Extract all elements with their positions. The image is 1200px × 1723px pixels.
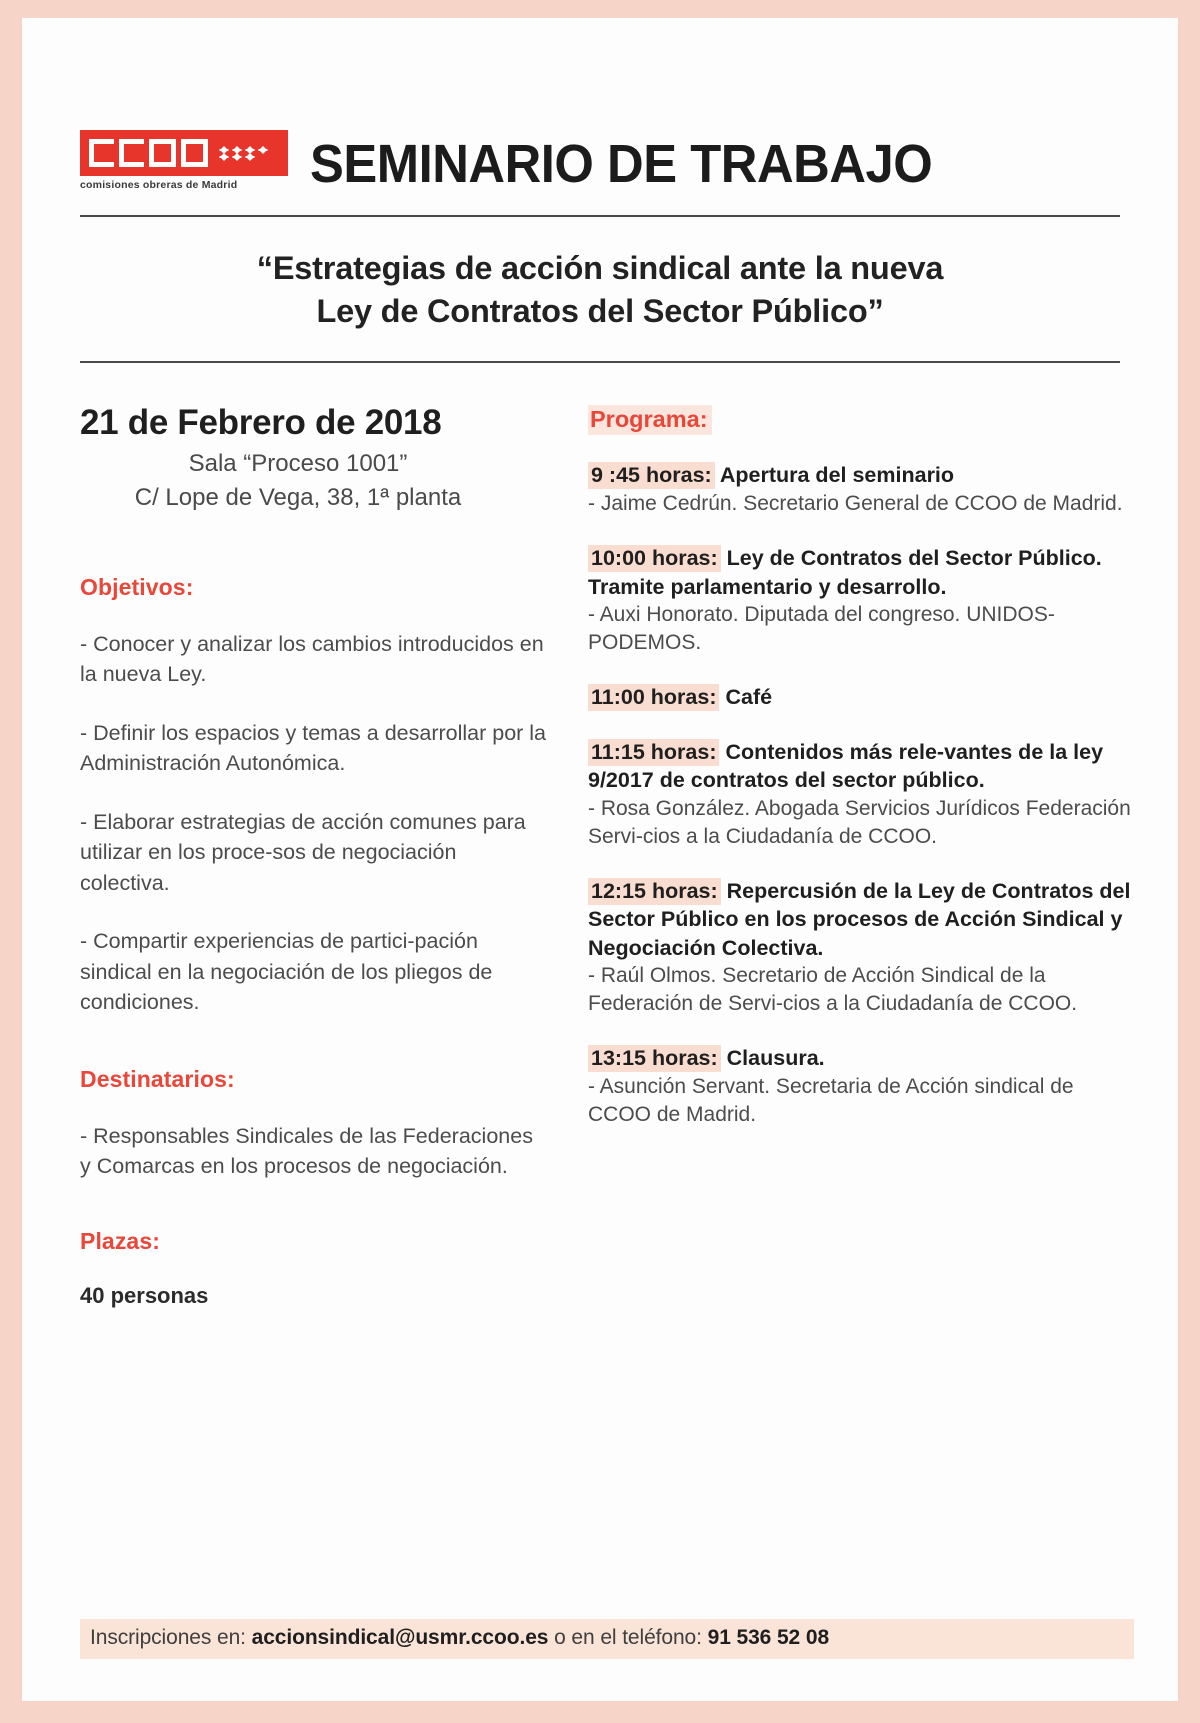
footer-prefix: Inscripciones en: [90,1626,252,1649]
page-title: SEMINARIO DE TRABAJO [310,134,933,194]
programa-item-speaker: - Raúl Olmos. Secretario de Acción Sindical de la Federación de Servi-cios a la Ciudadanía de CCOO. [588,964,1078,1016]
objetivo-item: - Conocer y analizar los cambios introducidos en la nueva Ley. [80,631,544,687]
madrid-stars-icon [219,146,268,160]
programa-item-time: 10:00 horas: [588,545,721,572]
programa-item-description: Café [719,684,773,709]
programa-item-speaker: - Auxi Honorato. Diputada del congreso. UNIDOS-PODEMOS. [588,603,1055,655]
event-address: C/ Lope de Vega, 38, 1ª planta [134,483,462,511]
ccoo-logo-mark [80,130,288,176]
programa-item-time: 9 :45 horas: [588,462,715,489]
ccoo-logo [80,130,288,193]
poster-sheet [22,18,1178,1701]
programa-item [588,461,1134,518]
programa-item [588,877,1134,1019]
programa-item-speaker: - Rosa González. Abogada Servicios Jurídicos Federación Servi-cios a la Ciudadanía de CCOO. [588,796,1131,848]
subtitle-line-1: “Estrategias de acción sindical ante la nueva [256,250,944,286]
programa-item [588,544,1134,657]
programa-item [588,1044,1134,1128]
objetivo-item: - Elaborar estrategias de acción comunes para utilizar en los proce-sos de negociación colectiva. [80,809,526,895]
programa-item [588,683,1134,712]
event-room: Sala “Proceso 1001” [188,450,408,478]
programa-item-main [588,1044,1134,1073]
plazas-heading: Plazas: [80,1227,160,1254]
programa-item-main [588,461,1134,490]
registration-text [90,1626,1124,1650]
programa-item-description: Apertura del seminario [714,463,955,488]
header [22,18,1178,193]
seminar-subtitle [22,217,1178,333]
programa-item-time: 12:15 horas: [588,878,721,905]
programa-item-description: Ley de Contratos del Sector Público. Tramite parlamentario y desarrollo. [588,545,1102,599]
objetivo-item: - Definir los espacios y temas a desarrollar por la Administración Autonómica. [80,720,547,776]
right-column [588,403,1134,1308]
plazas-value: 40 personas [80,1282,209,1308]
content-columns [22,363,1178,1308]
programa-item-main [588,683,1134,712]
registration-phone: 91 536 52 08 [707,1626,830,1649]
programa-heading-wrap [588,405,1134,435]
destinatarios-text: - Responsables Sindicales de las Federaciones y Comarcas en los procesos de negociación. [80,1123,533,1179]
logo-letter-c1 [89,139,114,167]
subtitle-line-2: Ley de Contratos del Sector Público” [316,293,884,330]
ccoo-logo-letters [89,139,208,167]
programa-item-speaker: - Jaime Cedrún. Secretario General de CCOO de Madrid. [588,492,1123,516]
logo-letter-o2 [181,139,208,167]
registration-footer [80,1619,1134,1659]
destinatarios-heading: Destinatarios: [80,1065,235,1092]
event-venue [80,447,548,513]
programa-item-main [588,877,1134,963]
logo-letter-c2 [119,139,144,167]
programa-item-description: Repercusión de la Ley de Contratos del Sector Público en los procesos de Acción Sindical y Negociación Colectiva. [588,878,1131,960]
programa-item-description: Contenidos más rele-vantes de la ley 9/2017 de contratos del sector público. [588,739,1104,793]
programa-item-main [588,544,1134,601]
footer-middle: o en el teléfono: [548,1626,708,1649]
programa-item [588,738,1134,851]
programa-item-time: 11:15 horas: [588,739,719,766]
programa-item-description: Clausura. [720,1046,825,1071]
objetivos-heading: Objetivos: [80,573,194,600]
logo-letter-o1 [149,139,176,167]
programa-item-time: 11:00 horas: [588,684,719,711]
objetivo-item: - Compartir experiencias de partici-pación sindical en la negociación de los pliegos de condiciones. [80,929,493,1015]
left-column [80,403,548,1308]
registration-email[interactable]: accionsindical@usmr.ccoo.es [251,1626,549,1649]
programa-item-time: 13:15 horas: [588,1045,721,1072]
programa-heading: Programa: [588,405,712,435]
ccoo-logo-tagline: comisiones obreras de Madrid [80,179,238,191]
event-date: 21 de Febrero de 2018 [80,403,442,443]
programa-item-speaker: - Asunción Servant. Secretaria de Acción sindical de CCOO de Madrid. [588,1074,1074,1126]
programa-item-main [588,738,1134,795]
